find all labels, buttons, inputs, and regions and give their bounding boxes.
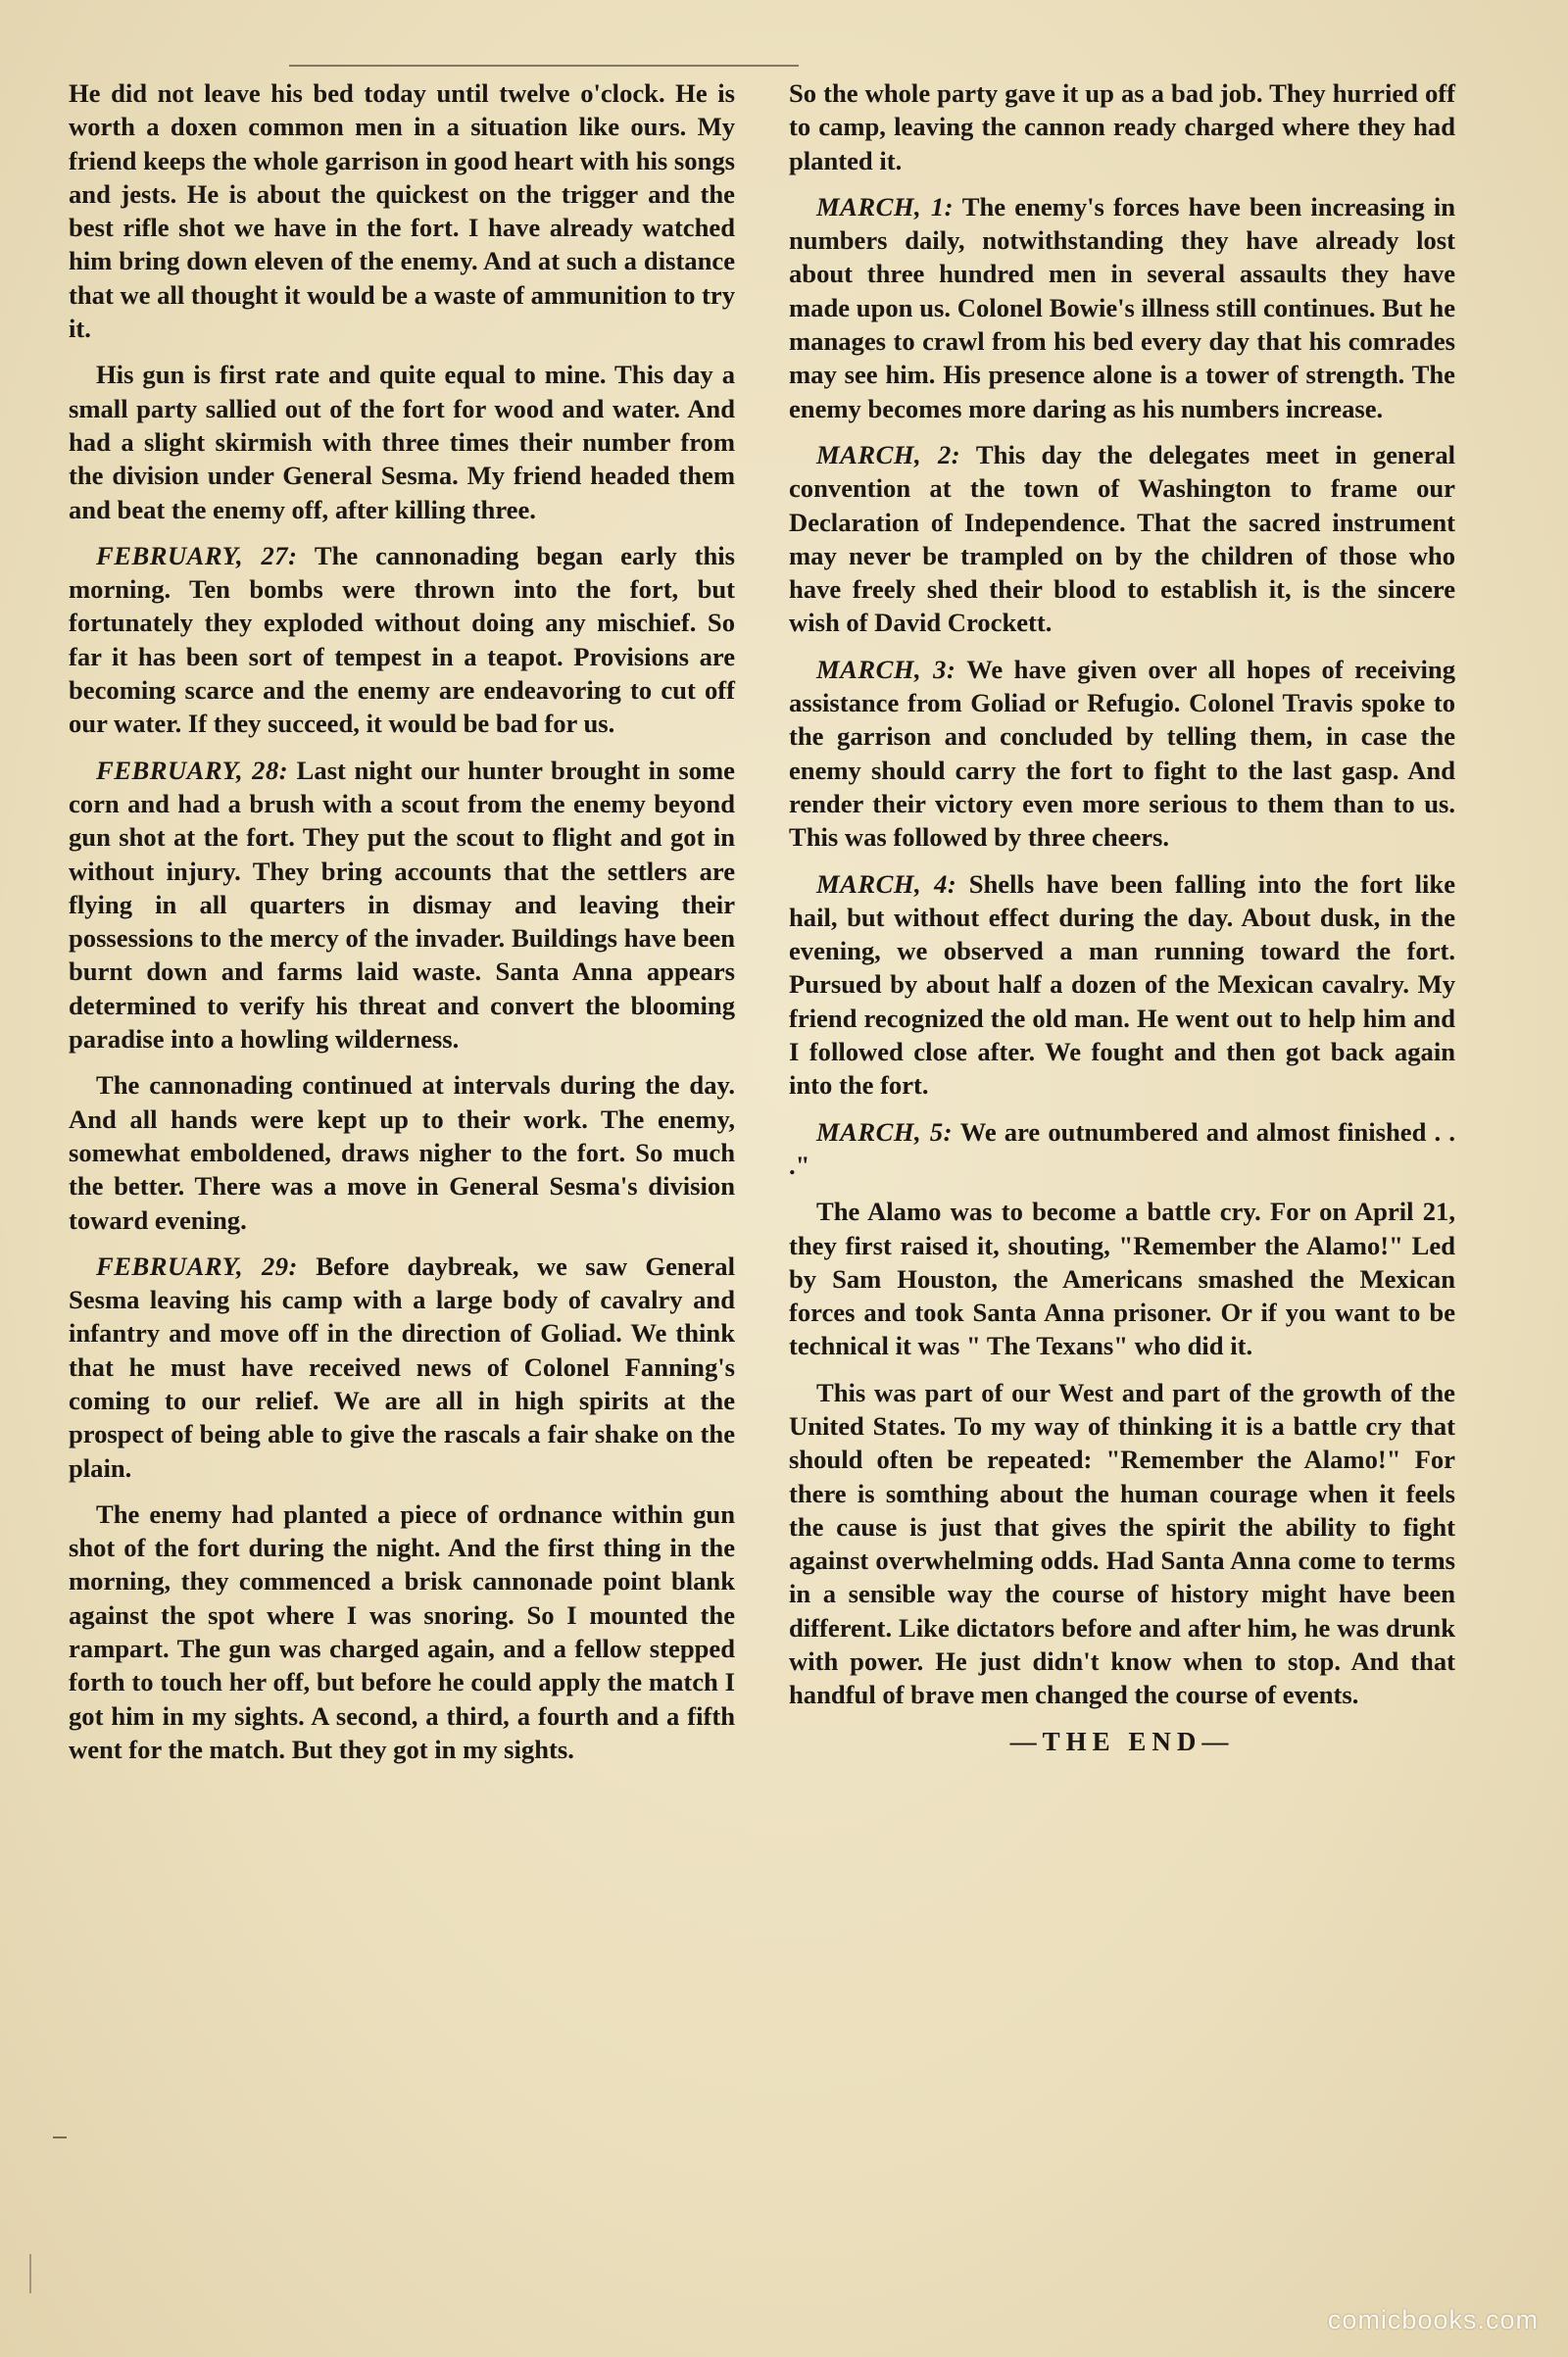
entry-text: We have given over all hopes of receiving assistance from Goliad or Refugio. Colonel Travis spoke to the garrison and concluded by telling them, in case the enemy should carry the fort to fight to the last gasp. And render their victory even more serious to them than to us. This was followed by three cheers. [789, 654, 1456, 853]
top-rule [289, 65, 799, 67]
diary-entry [69, 1250, 735, 1485]
paragraph: His gun is first rate and quite equal to mine. This day a small party sallied out of the fort for wood and water. And had a slight skirmish with three times their number from the division under General Sesma. My friend headed them and beat the enemy off, after killing three. [69, 360, 735, 524]
diary-entry [789, 653, 1455, 855]
diary-entry [69, 539, 735, 741]
paragraph: The Alamo was to become a battle cry. For on April 21, they first raised it, shouting, "Remember the Alamo!" Led by Sam Houston, the Americans smashed the Mexican forces and took Santa Anna prisoner. Or if you want to be technical it was " The Texans" who did it. [789, 1197, 1455, 1361]
paragraph: This was part of our West and part of the growth of the United States. To my way of thinking it is a battle cry that should often be repeated: "Remember the Alamo!" For there is somthing about the human courage when it feels the cause is just that gives the spirit the ability to fight against overwhelming odds. Had Santa Anna come to terms in a sensible way the course of history might have been different. Like dictators before and after him, he was drunk with power. He just didn't know when to stop. And that handful of brave men changed the course of events. [789, 1377, 1455, 1710]
margin-mark [29, 2254, 31, 2293]
left-column [69, 76, 735, 1779]
diary-entry [69, 754, 735, 1056]
entry-text: Last night our hunter brought in some corn and had a brush with a scout from the enemy beyond gun shot at the fort. They put the scout to flight and got in without injury. They bring accounts that the settlers are flying in all quarters in dismay and leaving their possessions to the mercy of the invader. Buildings have been burnt down and farms laid waste. Santa Anna appears determined to verify his threat and convert the blooming paradise into a howling wilderness. [69, 755, 735, 1055]
paragraph: The cannonading continued at intervals during the day. And all hands were kept up to their work. The enemy, somewhat emboldened, draws nigher to the fort. So much the better. There was a move in General Sesma's division toward evening. [69, 1070, 735, 1235]
entry-text: The enemy's forces have been increasing in numbers daily, notwithstanding they have already lost about three hundred men in several assaults they have made upon us. Colonel Bowie's illness still continues. But he manages to crawl from his bed every day that his comrades may see him. His presence alone is a tower of strength. The enemy becomes more daring as his numbers increase. [789, 191, 1456, 423]
diary-entry [789, 438, 1455, 640]
entry-date: MARCH, 5: [816, 1116, 954, 1147]
entry-text: This day the delegates meet in general convention at the town of Washington to frame our Declaration of Independence. That the sacred instrument may never be trampled on by the children of those who have freely shed their blood to establish it, is the sincere wish of David Crockett. [789, 439, 1456, 638]
the-end: —THE END— [1009, 1726, 1235, 1756]
diary-entry [789, 867, 1455, 1103]
entry-text: Before daybreak, we saw General Sesma leaving his camp with a large body of cavalry and infantry and move off in the direction of Goliad. We think that he must have received news of Colonel Fanning's coming to our relief. We are all in high spirits at the prospect of being able to give the rascals a fair shake on the plain. [69, 1251, 735, 1483]
entry-text: The cannonading began early this morning. Ten bombs were thrown into the fort, but fortunately they exploded without doing any mischief. So far it has been sort of tempest in a teapot. Provisions are becoming scarce and the enemy are endeavoring to cut off our water. If they succeed, it would be bad for us. [69, 540, 735, 739]
entry-date: FEBRUARY, 27: [96, 540, 298, 570]
entry-date: FEBRUARY, 28: [96, 755, 289, 785]
paragraph: He did not leave his bed today until twelve o'clock. He is worth a doxen common men in a situation like ours. My friend keeps the whole garrison in good heart with his songs and jests. He is about the quickest on the trigger and the best rifle shot we have in the fort. I have already watched him bring down eleven of the enemy. And at such a distance that we all thought it would be a waste of ammunition to try it. [69, 78, 735, 344]
diary-entry [789, 1115, 1455, 1183]
paragraph: So the whole party gave it up as a bad job. They hurried off to camp, leaving the cannon ready charged where they had planted it. [789, 78, 1455, 175]
watermark: comicbooks.com [1327, 2305, 1539, 2334]
diary-entry [789, 190, 1455, 425]
entry-text: We are outnumbered and almost finished . . ." [789, 1116, 1456, 1180]
entry-date: FEBRUARY, 29: [96, 1251, 298, 1281]
entry-date: MARCH, 4: [816, 868, 957, 899]
right-column [789, 76, 1455, 1771]
entry-date: MARCH, 1: [816, 191, 955, 221]
entry-date: MARCH, 2: [816, 439, 961, 469]
entry-text: Shells have been falling into the fort like hail, but without effect during the day. About dusk, in the evening, we observed a man running toward the fort. Pursued by about half a dozen of the Mexican cavalry. My friend recognized the old man. He went out to help him and I followed close after. We fought and then got back again into the fort. [789, 868, 1455, 1101]
margin-mark [53, 2136, 67, 2138]
entry-date: MARCH, 3: [816, 654, 956, 684]
paragraph: The enemy had planted a piece of ordnance within gun shot of the fort during the night. And the first thing in the morning, they commenced a brisk cannonade point blank against the spot where I was snoring. So I mounted the rampart. The gun was charged again, and a fellow stepped forth to touch her off, but before he could apply the match I got him in my sights. A second, a third, a fourth and a fifth went for the match. But they got in my sights. [69, 1498, 735, 1764]
